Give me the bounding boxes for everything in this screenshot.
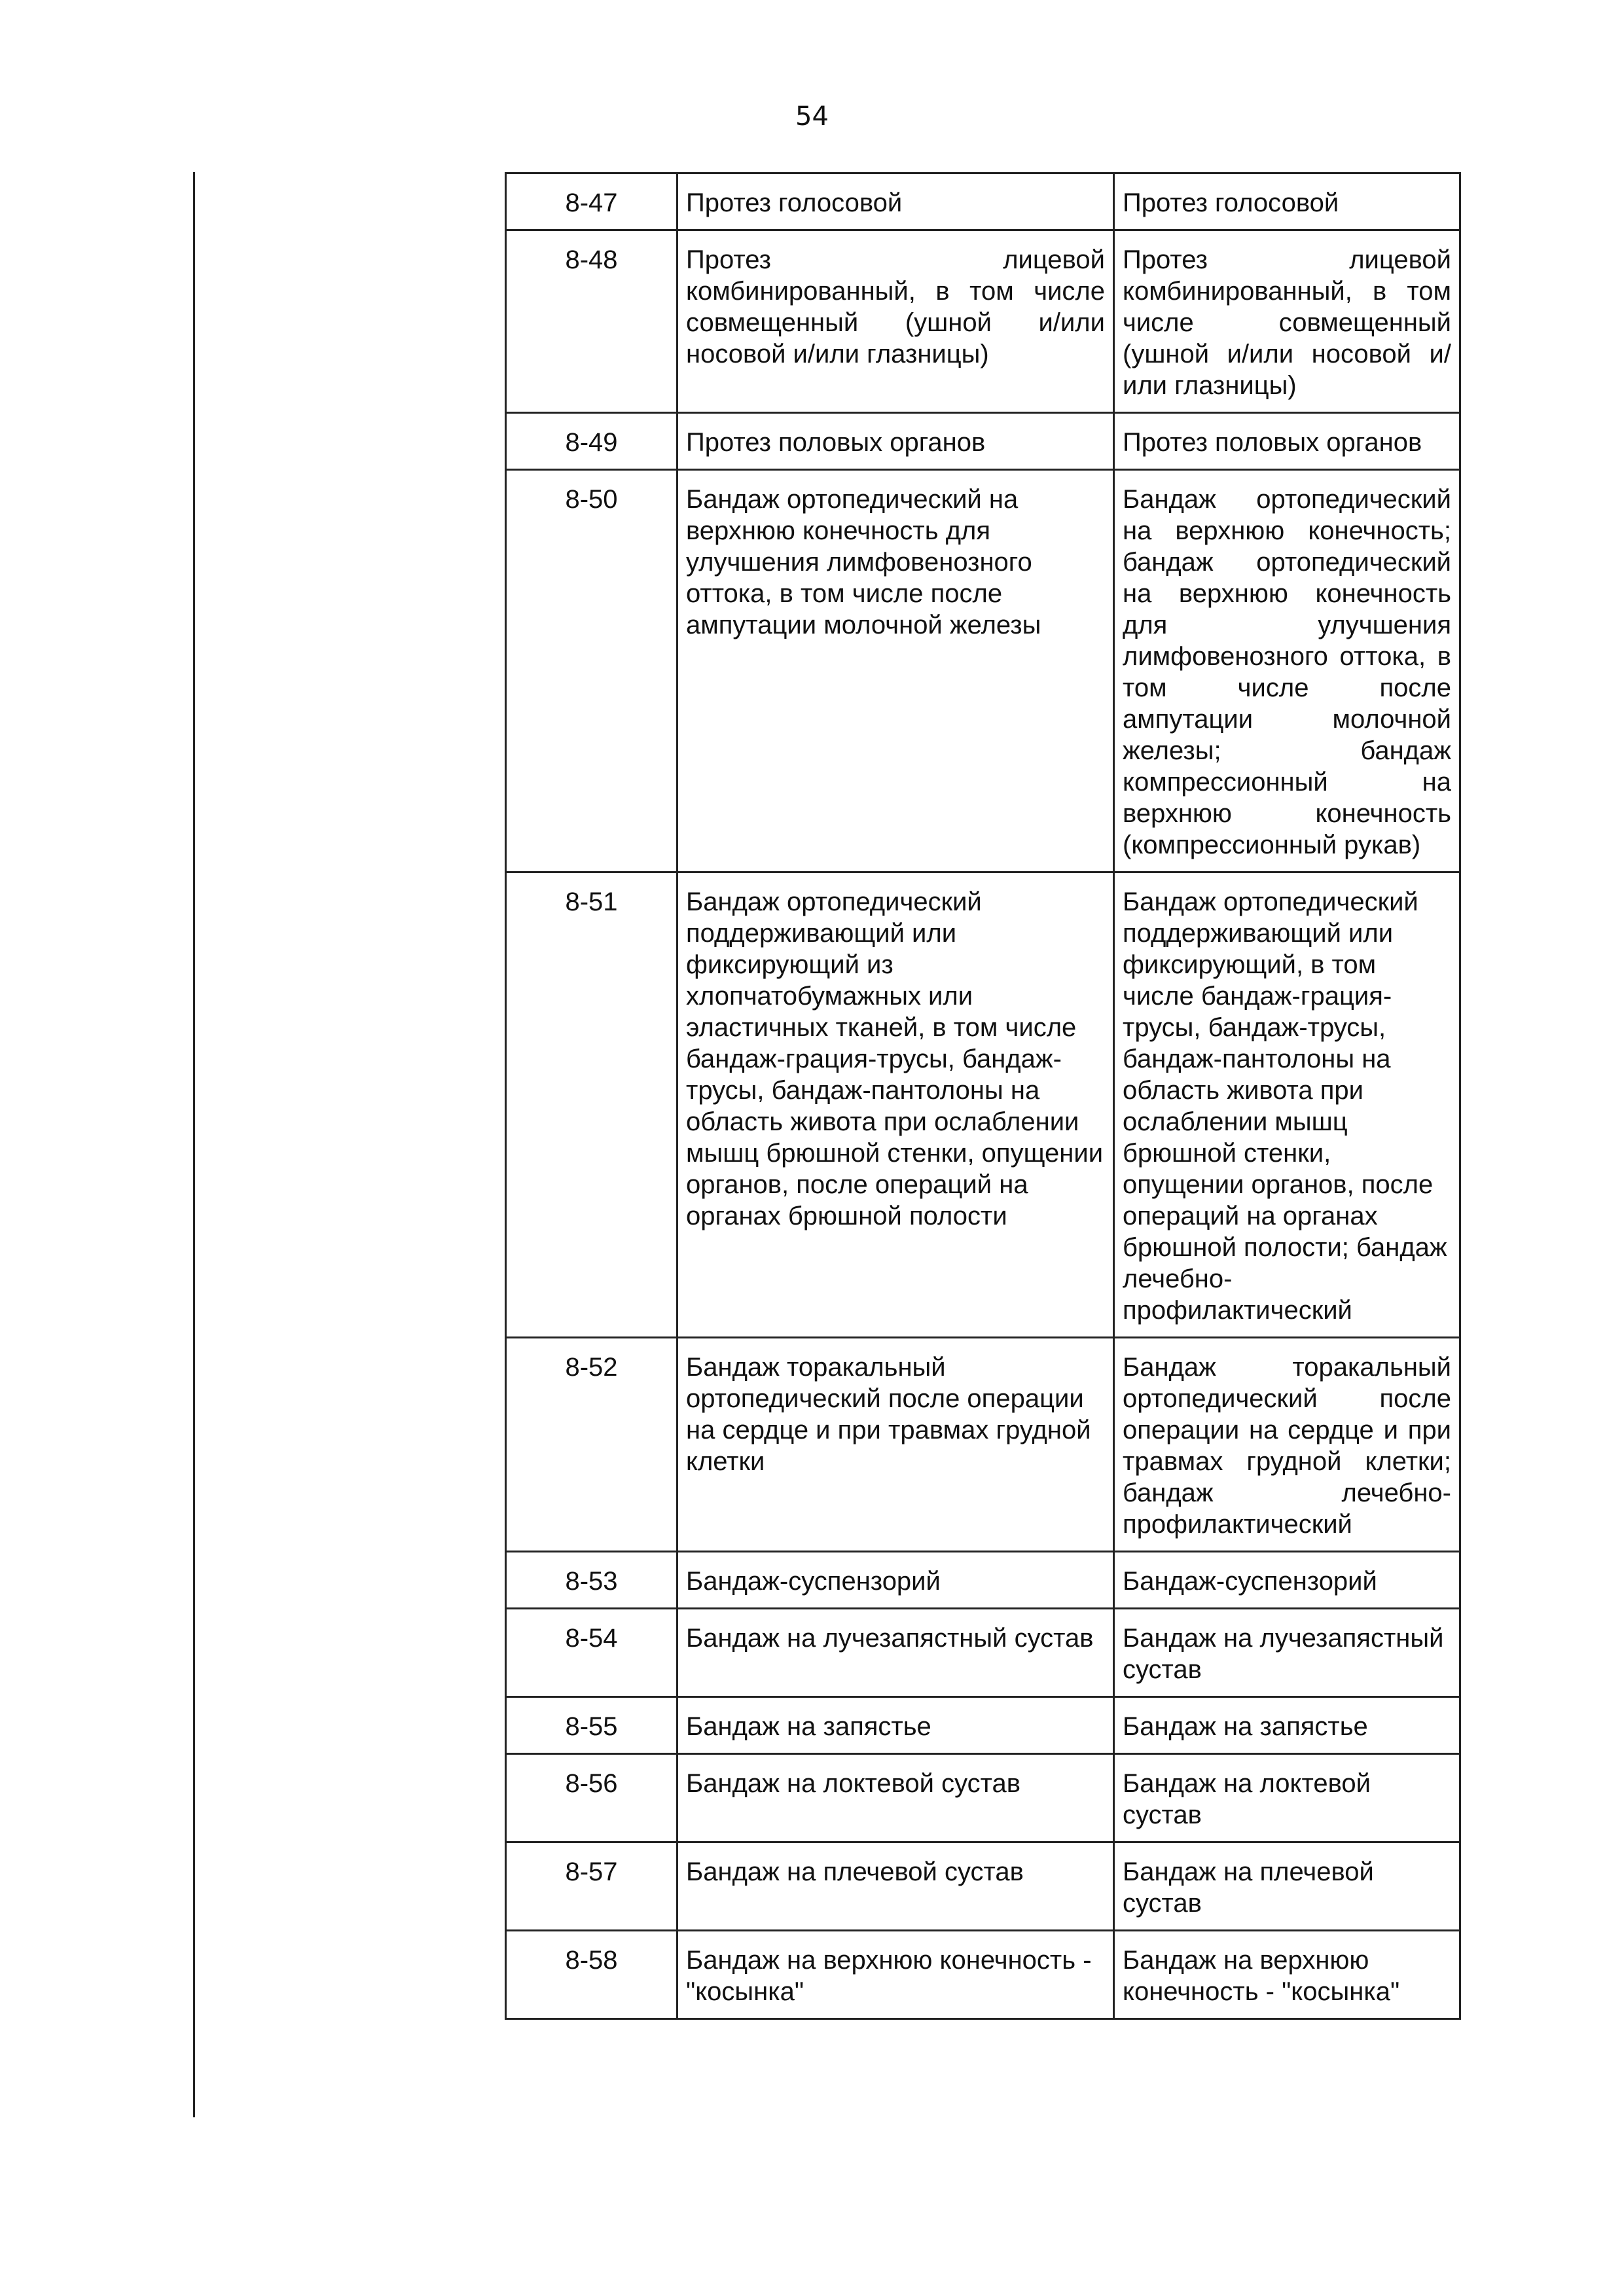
- row-name: Протез половых органов: [677, 413, 1114, 470]
- row-code: 8-53: [506, 1552, 677, 1609]
- table-row: [506, 1609, 1460, 1697]
- table-row: [506, 230, 1460, 413]
- row-name: Бандаж ортопедический на верхнюю конечность для улучшения лимфовенозного оттока, в том числе после ампутации молочной железы: [677, 470, 1114, 872]
- product-table: [505, 172, 1461, 2020]
- table-row: [506, 1754, 1460, 1842]
- row-description: Протез лицевой комбинированный, в том числе совмещенный (ушной и/или носовой и/или глазницы): [1114, 230, 1460, 413]
- row-code: 8-52: [506, 1338, 677, 1552]
- row-description: Бандаж на плечевой сустав: [1114, 1842, 1460, 1931]
- row-description: Бандаж на верхнюю конечность - "косынка": [1114, 1931, 1460, 2019]
- table-row: [506, 173, 1460, 230]
- row-name: Протез лицевой комбинированный, в том числе совмещенный (ушной и/или носовой и/или глазницы): [677, 230, 1114, 413]
- row-name: Бандаж на плечевой сустав: [677, 1842, 1114, 1931]
- row-name: Бандаж на верхнюю конечность - "косынка": [677, 1931, 1114, 2019]
- table-row: [506, 1552, 1460, 1609]
- row-code: 8-51: [506, 872, 677, 1338]
- page-number: 54: [795, 101, 829, 132]
- row-name: Бандаж ортопедический поддерживающий или фиксирующий из хлопчатобумажных или эластичных тканей, в том числе бандаж-грация-трусы, бандаж-трусы, бандаж-пантолоны на область живота при ослаблении мышц брюшной стенки, опущении органов, после операций на органах брюшной полости: [677, 872, 1114, 1338]
- row-description: Протез половых органов: [1114, 413, 1460, 470]
- row-code: 8-58: [506, 1931, 677, 2019]
- table-row: [506, 872, 1460, 1338]
- row-code: 8-57: [506, 1842, 677, 1931]
- row-name: Протез голосовой: [677, 173, 1114, 230]
- row-description: Бандаж на локтевой сустав: [1114, 1754, 1460, 1842]
- row-code: 8-56: [506, 1754, 677, 1842]
- row-description: Бандаж ортопедический на верхнюю конечность; бандаж ортопедический на верхнюю конечность для улучшения лимфовенозного оттока, в том числе после ампутации молочной железы; бандаж компрессионный на верхнюю конечность (компрессионный рукав): [1114, 470, 1460, 872]
- row-name: Бандаж на запястье: [677, 1697, 1114, 1754]
- table-row: [506, 1338, 1460, 1552]
- row-name: Бандаж на локтевой сустав: [677, 1754, 1114, 1842]
- table-row: [506, 1931, 1460, 2019]
- row-description: Протез голосовой: [1114, 173, 1460, 230]
- left-margin-rule: [193, 172, 195, 2117]
- row-code: 8-55: [506, 1697, 677, 1754]
- row-description: Бандаж торакальный ортопедический после операции на сердце и при травмах грудной клетки; бандаж лечебно-профилактический: [1114, 1338, 1460, 1552]
- row-code: 8-54: [506, 1609, 677, 1697]
- table-row: [506, 1697, 1460, 1754]
- table-row: [506, 1842, 1460, 1931]
- row-name: Бандаж-суспензорий: [677, 1552, 1114, 1609]
- row-name: Бандаж на лучезапястный сустав: [677, 1609, 1114, 1697]
- row-code: 8-49: [506, 413, 677, 470]
- row-name: Бандаж торакальный ортопедический после операции на сердце и при травмах грудной клетки: [677, 1338, 1114, 1552]
- row-code: 8-48: [506, 230, 677, 413]
- row-code: 8-47: [506, 173, 677, 230]
- table-row: [506, 413, 1460, 470]
- row-description: Бандаж на запястье: [1114, 1697, 1460, 1754]
- row-description: Бандаж-суспензорий: [1114, 1552, 1460, 1609]
- row-description: Бандаж на лучезапястный сустав: [1114, 1609, 1460, 1697]
- row-code: 8-50: [506, 470, 677, 872]
- table-row: [506, 470, 1460, 872]
- row-description: Бандаж ортопедический поддерживающий или фиксирующий, в том числе бандаж-грация-трусы, бандаж-трусы, бандаж-пантолоны на область живота при ослаблении мышц брюшной стенки, опущении органов, после операций на органах брюшной полости; бандаж лечебно-профилактический: [1114, 872, 1460, 1338]
